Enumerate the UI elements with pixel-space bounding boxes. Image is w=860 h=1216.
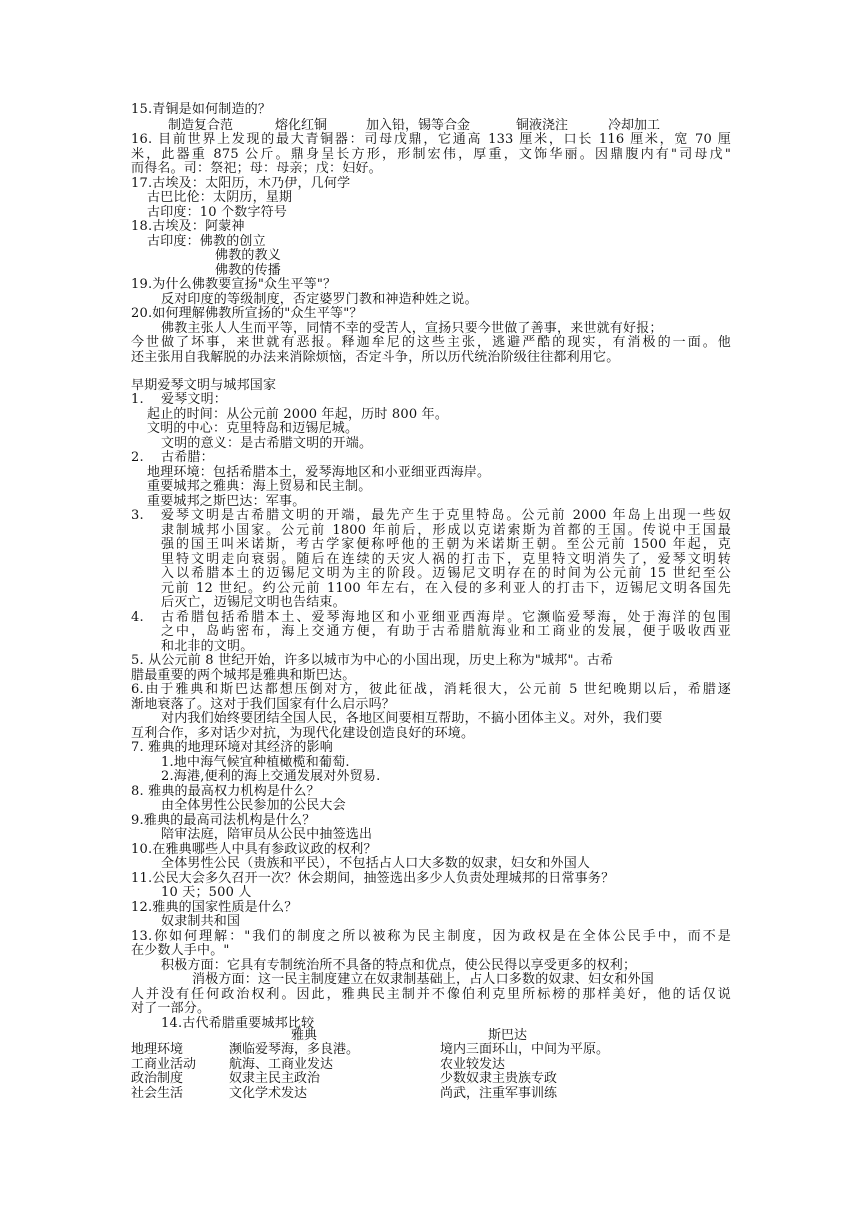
table-row	[0, 1086, 860, 1102]
item-number: 4.	[131, 610, 144, 625]
paragraph-line: 米，此器重 875 公斤。鼎身呈长方形，形制宏伟，厚重，文饰华丽。因鼎腹内有"司母戊"	[131, 147, 731, 162]
answer-text: 消极方面：这一民主制度建立在奴隶制基础上，占人口多数的奴隶、妇女和外国	[192, 972, 655, 987]
table-header-cell: 雅典	[291, 1028, 318, 1043]
question-14: 14.古代希腊重要城邦比较	[161, 1016, 315, 1031]
table-cell: 尚武，注重军事训练	[440, 1086, 558, 1101]
question-8: 8. 雅典的最高权力机构是什么？	[131, 784, 320, 799]
table-cell: 濒临爱琴海，多良港。	[229, 1042, 360, 1057]
item-number: 3.	[131, 508, 144, 523]
answer-text: 由全体男性公民参加的公民大会	[161, 798, 346, 813]
paragraph-line: 后灭亡，迈锡尼文明也告结束。	[161, 595, 346, 610]
bronze-step: 冷却加工	[608, 118, 661, 133]
paragraph-line: 元前 12 世纪。约公元前 1100 年左右，在入侵的多利亚人的打击下，迈锡尼文明各国先	[161, 581, 731, 596]
paragraph-line: 6.由于雅典和斯巴达都想压倒对方，彼此征战，消耗很大，公元前 5 世纪晚期以后，希腊逐	[131, 682, 731, 697]
list-item: 爱琴文明：	[161, 392, 228, 407]
paragraph-line: 佛教主张人人生而平等，同情不幸的受苦人，宣扬只要今世做了善事，来世就有好报；	[161, 321, 663, 336]
question-9: 9.雅典的最高司法机构是什么？	[131, 813, 316, 828]
paragraph-line: 渐地衰落了。这对于我们国家有什么启示吗？	[131, 697, 396, 712]
answer-text: 1.地中海气候宜种植橄榄和葡萄.	[161, 755, 350, 770]
table-cell: 文化学术发达	[229, 1086, 308, 1101]
paragraph-line: 古希腊包括希腊本土、爱琴海地区和小亚细亚西海岸。它濒临爱琴海，处于海洋的包围	[161, 610, 731, 625]
table-cell: 航海、工商业发达	[229, 1057, 334, 1072]
list-item: 佛教的传播	[215, 263, 282, 278]
question-19: 19.为什么佛教要宣扬"众生平等"？	[131, 277, 337, 292]
paragraph-line: 强的国王叫米诺斯，考古学家便称呼他的王朝为米诺斯王朝。至公元前 1500 年起，克	[161, 537, 731, 552]
item-number: 1.	[131, 392, 144, 407]
question-13: 在少数人手中。"	[131, 943, 230, 958]
answer-text: 2.海港,便利的海上交通发展对外贸易.	[161, 769, 381, 784]
table-cell: 奴隶主民主政治	[229, 1071, 321, 1086]
list-item: 古印度：10 个数字符号	[147, 205, 288, 220]
table-cell: 政治制度	[131, 1071, 184, 1086]
list-item: 地理环境：包括希腊本土，爱琴海地区和小亚细亚西海岸。	[147, 465, 491, 480]
table-row	[0, 1042, 860, 1058]
paragraph-line: 里特文明走向衰弱。随后在连续的天灾人祸的打击下，克里特文明消失了，爱琴文明转	[161, 552, 731, 567]
question-13: 13.你如何理解："我们的制度之所以被称为民主制度，因为政权是在全体公民手中，而不是	[131, 929, 731, 944]
question-10: 10.在雅典哪些人中具有参政议政的权利？	[131, 842, 377, 857]
answer-text: 10 天；500 人	[161, 885, 252, 900]
table-cell: 社会生活	[131, 1086, 184, 1101]
paragraph-line: 5. 从公元前 8 世纪开始，许多以城市为中心的小国出现，历史上称为"城邦"。古希	[131, 653, 614, 668]
question-18: 18.古埃及：阿蒙神	[131, 219, 245, 234]
list-item: 佛教的教义	[215, 248, 282, 263]
table-cell: 地理环境	[131, 1042, 184, 1057]
answer-text: 陪审法庭，陪审员从公民中抽签选出	[161, 827, 373, 842]
table-header-cell: 斯巴达	[488, 1028, 528, 1043]
answer-text: 对了一部分。	[131, 1001, 211, 1016]
bronze-step: 熔化红铜	[275, 118, 328, 133]
list-item: 重要城邦之雅典：海上贸易和民主制。	[147, 479, 372, 494]
paragraph-line: 隶制城邦小国家。公元前 1800 年前后，形成以克诺索斯为首都的王国。传说中王国最	[161, 523, 731, 538]
paragraph-line: 入以希腊本土的迈锡尼文明为主的阶段。迈锡尼文明存在的时间为公元前 15 世纪至公	[161, 566, 731, 581]
list-item: 古希腊：	[161, 450, 214, 465]
list-item: 古印度：佛教的创立	[147, 234, 266, 249]
table-cell: 工商业活动	[131, 1057, 197, 1072]
table-row	[0, 1071, 860, 1087]
paragraph-line: 爱琴文明是古希腊文明的开端，最先产生于克里特岛。公元前 2000 年岛上出现一些奴	[161, 508, 731, 523]
answer-text: 对内我们始终要团结全国人民，各地区间要相互帮助，不搞小团体主义。对外，我们要	[161, 711, 663, 726]
question-12: 12.雅典的国家性质是什么？	[131, 900, 298, 915]
bronze-step: 铜液浇注	[516, 118, 569, 133]
paragraph-line: 今世做了坏事，来世就有恶报。释迦牟尼的这些主张，逃避严酷的现实，有消极的一面。他	[131, 335, 731, 350]
list-item: 文明的中心：克里特岛和迈锡尼城。	[147, 421, 359, 436]
question-7: 7. 雅典的地理环境对其经济的影响	[131, 740, 333, 755]
bronze-step: 制造复合范	[168, 118, 234, 133]
section-title: 早期爱琴文明与城邦国家	[131, 378, 277, 393]
answer-text: 全体男性公民（贵族和平民），不包括占人口大多数的奴隶，妇女和外国人	[161, 856, 591, 871]
question-20: 20.如何理解佛教所宣扬的"众生平等"？	[131, 306, 363, 321]
question-11: 11.公民大会多久召开一次？休会期间，抽签选出多少人负责处理城邦的日常事务？	[131, 871, 615, 886]
list-item: 重要城邦之斯巴达：军事。	[147, 494, 306, 509]
table-cell: 农业较发达	[440, 1057, 506, 1072]
answer-text: 奴隶制共和国	[161, 914, 241, 929]
bronze-step: 加入铅，锡等合金	[366, 118, 471, 133]
paragraph-line: 还主张用自我解脱的办法来消除烦恼，否定斗争，所以历代统治阶级往往都利用它。	[131, 350, 620, 365]
paragraph-line: 16. 目前世界上发现的最大青铜器：司母戊鼎，它通高 133 厘米，口长 116 厘米，宽 70 厘	[131, 132, 731, 147]
list-item: 起止的时间：从公元前 2000 年起，历时 800 年。	[147, 407, 449, 422]
paragraph-line: 之中，岛屿密布，海上交通方便，有助于古希腊航海业和工商业的发展，便于吸收西亚	[161, 624, 731, 639]
table-cell: 少数奴隶主贵族专政	[440, 1071, 558, 1086]
paragraph-line: 和北非的文明。	[161, 639, 254, 654]
list-item: 古巴比伦：太阴历，星期	[147, 190, 293, 205]
question-15: 15.青铜是如何制造的？	[131, 102, 272, 117]
list-item: 文明的意义：是古希腊文明的开端。	[161, 436, 373, 451]
answer-text: 互利合作，多对话少对抗，为现代化建设创造良好的环境。	[131, 726, 475, 741]
answer-text: 人并没有任何政治权利。因此，雅典民主制并不像伯利克里所标榜的那样美好，他的话仅说	[131, 987, 731, 1002]
table-cell: 境内三面环山，中间为平原。	[440, 1042, 610, 1057]
paragraph-line: 腊最重要的两个城邦是雅典和斯巴达。	[131, 668, 356, 683]
answer-text: 积极方面：它具有专制统治所不具备的特点和优点，使公民得以享受更多的权利；	[161, 958, 637, 973]
question-17: 17.古埃及：太阳历，木乃伊，几何学	[131, 176, 351, 191]
paragraph-line: 而得名。司：祭祀；母：母亲；戊：妇好。	[131, 161, 382, 176]
answer-text: 反对印度的等级制度，否定婆罗门教和神造种姓之说。	[161, 292, 478, 307]
item-number: 2.	[131, 450, 144, 465]
